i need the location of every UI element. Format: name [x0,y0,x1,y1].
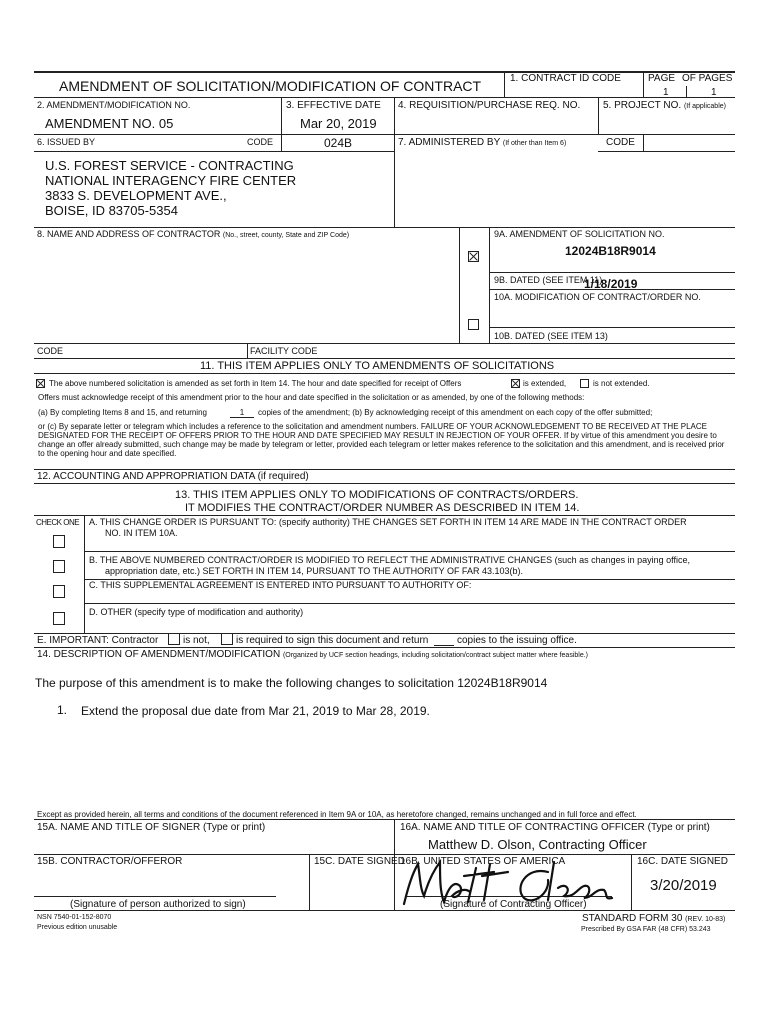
amendment-no-value: AMENDMENT NO. 05 [45,116,174,131]
is-required-checkbox[interactable] [221,633,233,645]
dated-9b-value: 1/18/2019 [584,277,638,291]
amendment-no-label: 2. AMENDMENT/MODIFICATION NO. [37,100,191,110]
item13-c-line: C. THIS SUPPLEMENTAL AGREEMENT IS ENTERED INTO PURSUANT TO AUTHORITY OF: [89,580,472,590]
purpose-text: The purpose of this amendment is to make the following changes to solicitation 12024B18R9014 [35,676,548,690]
contractor-offeror-label: 15B. CONTRACTOR/OFFEROR [37,856,183,867]
is-not-extended-label: is not extended. [593,379,650,388]
usa-label: 16B. UNITED STATES OF AMERICA [400,856,566,867]
date-signed-16c-value: 3/20/2019 [650,877,717,894]
officer-label: 16A. NAME AND TITLE OF CONTRACTING OFFICER (Type or print) [400,822,710,833]
page-label: PAGE [648,73,676,84]
prescribed-by: Prescribed By GSA FAR (48 CFR) 53.243 [581,926,711,933]
admin-change-checkbox[interactable] [53,560,65,573]
of-pages-number: 1 [711,87,717,98]
issuer-line: BOISE, ID 83705-5354 [45,203,178,218]
previous-edition: Previous edition unusable [37,924,118,931]
sig-person-label: (Signature of person authorized to sign) [70,899,246,910]
item11-line1: The above numbered solicitation is amended as set forth in Item 14. The hour and date specified for receipt of Offers [49,379,462,388]
signer-label: 15A. NAME AND TITLE OF SIGNER (Type or print) [37,822,266,833]
item13-a-line2: NO. IN ITEM 10A. [105,528,178,538]
administered-code-label: CODE [606,137,635,148]
change-text: Extend the proposal due date from Mar 21, 2019 to Mar 28, 2019. [81,704,430,718]
standard-form-footer: STANDARD FORM 30 (REV. 10-83) [582,913,726,924]
modification-checkbox[interactable] [468,319,479,330]
item13-b-line2: appropriation date, etc.) SET FORTH IN ITEM 14, PURSUANT TO THE AUTHORITY OF FAR 43.103(b). [105,566,523,576]
item11-line3b: copies of the amendment; (b) By acknowledging receipt of this amendment on each copy of the offer submitted; [258,408,653,417]
issued-by-label: 6. ISSUED BY [37,137,96,147]
amend-solicitation-label: 9A. AMENDMENT OF SOLICITATION NO. [494,229,665,239]
change-number: 1. [57,703,68,717]
mod-contract-label: 10A. MODIFICATION OF CONTRACT/ORDER NO. [494,292,701,302]
project-no-label: 5. PROJECT NO. (If applicable) [603,100,726,111]
is-required-label: is required to sign this document and return [236,635,429,646]
issued-by-code-value: 024B [324,136,353,150]
copies-count: 1 [230,409,254,418]
dated-10b-label: 10B. DATED (SEE ITEM 13) [494,331,608,341]
of-pages-label: OF PAGES [682,73,733,84]
other-checkbox[interactable] [53,612,65,625]
effective-date-label: 3. EFFECTIVE DATE [286,100,381,111]
facility-code-label: FACILITY CODE [250,346,318,356]
item13-d-line: D. OTHER (specify type of modification and authority) [89,607,304,617]
item11-line2: Offers must acknowledge receipt of this amendment prior to the hour and date specified in the solicitation or as amended, by one of the following methods: [38,393,585,402]
is-not-label: is not, [183,635,210,646]
nsn-number: NSN 7540-01-152-8070 [37,914,112,921]
date-signed-15c-label: 15C. DATE SIGNED [314,856,405,867]
amendment-checkbox[interactable] [468,251,479,262]
description-label: 14. DESCRIPTION OF AMENDMENT/MODIFICATION (Organized by UCF section headings, including solicitation/contract subject matter where feasible.) [37,649,588,660]
contractor-label: 8. NAME AND ADDRESS OF CONTRACTOR (No., street, county, State and ZIP Code) [37,229,350,239]
issuer-address [45,158,296,218]
issuer-line: NATIONAL INTERAGENCY FIRE CENTER [45,173,297,188]
is-extended-label: is extended, [523,379,567,388]
effective-date-value: Mar 20, 2019 [300,116,377,131]
extended-checkbox[interactable] [511,379,520,388]
item13-b-line1: B. THE ABOVE NUMBERED CONTRACT/ORDER IS MODIFIED TO REFLECT THE ADMINISTRATIVE CHANGES (such as changes in paying office, [89,555,690,565]
item13-heading-1: 13. THIS ITEM APPLIES ONLY TO MODIFICATIONS OF CONTRACTS/ORDERS. [175,489,579,501]
not-extended-checkbox[interactable] [580,379,589,388]
dated-9b-label: 9B. DATED (SEE ITEM 11) [494,275,603,285]
issued-by-code-label: CODE [247,137,274,147]
issuer-line: U.S. FOREST SERVICE - CONTRACTING [45,158,294,173]
sig-officer-label: (Signature of Contracting Officer) [440,899,587,910]
change-order-checkbox[interactable] [53,535,65,548]
supplemental-checkbox[interactable] [53,585,65,598]
date-signed-16c-label: 16C. DATE SIGNED [637,856,728,867]
copies-issuing-label: copies to the issuing office. [457,635,577,646]
item11-line3a: (a) By completing Items 8 and 15, and returning [38,408,207,417]
administered-by-label: 7. ADMINISTERED BY (If other than Item 6) [398,137,567,148]
check-one-label: CHECK ONE [36,518,80,527]
item11-heading: 11. THIS ITEM APPLIES ONLY TO AMENDMENTS OF SOLICITATIONS [200,360,555,372]
important-label: E. IMPORTANT: Contractor [37,635,159,646]
officer-name: Matthew D. Olson, Contracting Officer [428,837,647,852]
is-not-checkbox[interactable] [168,633,180,645]
page-number: 1 [663,87,669,98]
requisition-label: 4. REQUISITION/PURCHASE REQ. NO. [398,100,581,111]
item11-paragraph: or (c) By separate letter or telegram which includes a reference to the solicitation and amendment numbers. FAILURE OF YOUR ACKNOWLEDGEMENT TO BE RECEIVED AT THE PLACE DESIGNATED FOR THE RECEIPT OF OFFERS PRIOR TO THE HOUR AND DATE SPECIFIED MAY RESULT IN REJECTION OF YOUR OFFER. If by virtue of this amendment you desire to change an offer already submitted, such change may be made by telegram or letter, provided each telegram or letter makes reference to the solicitation and this amendment, and is received prior to the opening hour and date specified. [38,422,725,458]
solicitation-no-value: 12024B18R9014 [565,244,656,258]
accounting-label: 12. ACCOUNTING AND APPROPRIATION DATA (if required) [37,471,309,482]
contract-id-code-label: 1. CONTRACT ID CODE [510,73,621,84]
issuer-line: 3833 S. DEVELOPMENT AVE., [45,188,227,203]
item13-a-line1: A. THIS CHANGE ORDER IS PURSUANT TO: (specify authority) THE CHANGES SET FORTH IN ITEM 14 ARE MADE IN THE CONTRACT ORDER [89,517,687,527]
form-title: AMENDMENT OF SOLICITATION/MODIFICATION OF CONTRACT [59,78,482,94]
except-text: Except as provided herein, all terms and conditions of the document referenced in Item 9A or 10A, as heretofore changed, remains unchanged and in full force and effect. [37,810,637,819]
contractor-code-label: CODE [37,346,64,356]
amended-checkbox[interactable] [36,379,45,388]
item13-heading-2: IT MODIFIES THE CONTRACT/ORDER NUMBER AS DESCRIBED IN ITEM 14. [185,502,580,514]
